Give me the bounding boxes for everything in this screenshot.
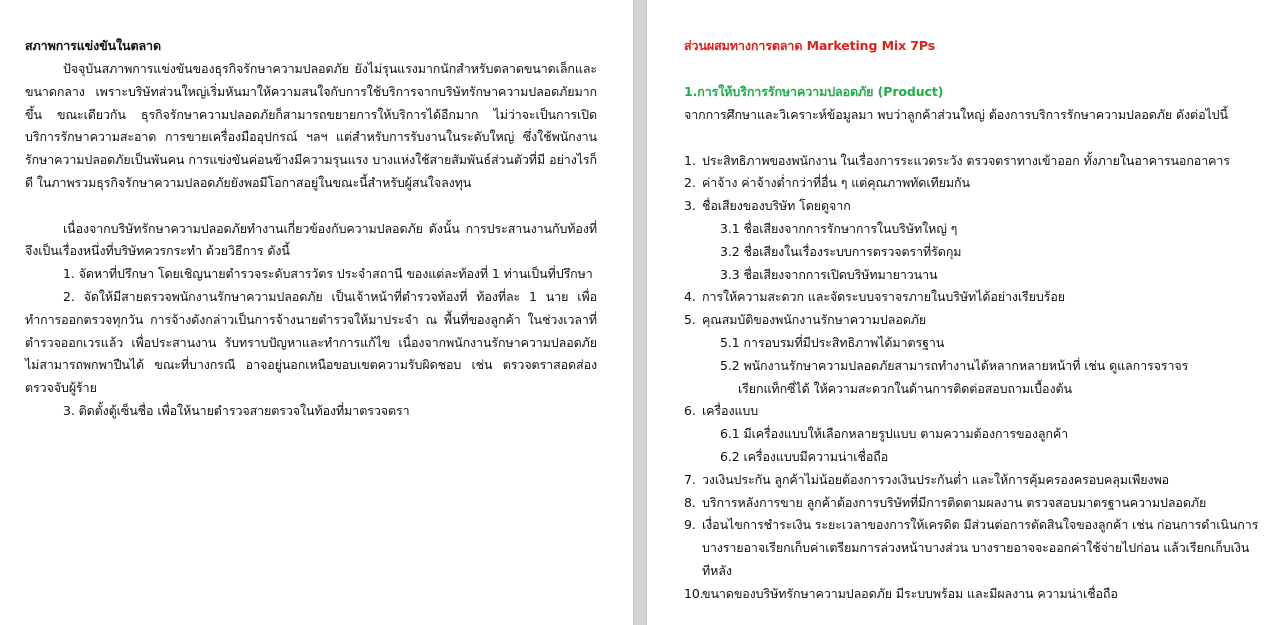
paragraph-spacer <box>25 195 597 218</box>
sub-item: 3.1 ชื่อเสียงจากการรักษาการในบริษัทใหญ่ ๆ <box>720 220 958 236</box>
list-number: 9. <box>684 517 696 533</box>
list-item-text: การให้ความสะดวก และจัดระบบจราจรภายในบริษัทได้อย่างเรียบร้อย <box>702 289 1065 305</box>
list-item-text: เครื่องแบบ <box>702 403 759 419</box>
list-number: 1. <box>684 152 696 168</box>
list-number: 3. <box>684 198 696 214</box>
list-item <box>684 469 1264 492</box>
list-item-text: ค่าจ้าง ค่าจ้างต่ำกว่าที่อื่น ๆ แต่คุณภาพทัดเทียมกัน <box>702 175 970 191</box>
list-item-patrol: 2. จัดให้มีสายตรวจพนักงานรักษาความปลอดภัย เป็นเจ้าหน้าที่ตำรวจท้องที่ ท้องที่ละ 1 นาย เพื่อทำการออกตรวจทุกวัน การจ้างดังกล่าวเป็นการจ้างนายตำรวจให้มาประจำ ณ พื้นที่ของลูกค้า ในช่วงเวลาที่ตำรวจออกเวรแล้ว เพื่อประสานงาน รับทราบปัญหาและทำการแก้ไข เนื่องจากพนักงานรักษาความปลอดภัยไม่สามารถพกพาปืนได้ ขณะที่บางกรณี อาจอยู่นอกเหนือขอบเขตความรับผิดชอบ เช่น ตรวจตราสอดส่อง ตรวจจับผู้ร้าย <box>25 288 597 396</box>
page-gutter <box>633 0 647 625</box>
list-item-text: ชื่อเสียงของบริษัท โดยดูจาก <box>702 198 851 214</box>
list-number: 7. <box>684 471 696 487</box>
list-item <box>684 286 1264 309</box>
page-right <box>647 0 1288 625</box>
list-item-text: คุณสมบัติของพนักงานรักษาความปลอดภัย <box>702 312 927 328</box>
list-item <box>684 514 1264 582</box>
list-number: 8. <box>684 494 696 510</box>
subheading-product: 1.การให้บริการรักษาความปลอดภัย (Product) <box>684 84 944 99</box>
page-left-content <box>25 34 597 423</box>
sub-item: 6.2 เครื่องแบบมีความน่าเชื่อถือ <box>720 448 889 464</box>
list-item-text: ประสิทธิภาพของพนักงาน ในเรื่องการระแวดระวัง ตรวจตราทางเข้าออก ทั้งภายในอาคารนอกอาคาร <box>702 152 1230 168</box>
section-heading-competition: สภาพการแข่งขันในตลาด <box>25 38 161 53</box>
list-number: 4. <box>684 289 696 305</box>
list-item-signbox: 3. ติดตั้งตู้เซ็นชื่อ เพื่อให้นายตำรวจสายตรวจในท้องที่มาตรวจตรา <box>63 402 410 418</box>
list-number: 6. <box>684 403 696 419</box>
list-item-text: เงื่อนไขการชำระเงิน ระยะเวลาของการให้เครดิต มีส่วนต่อการตัดสินใจของลูกค้า เช่น ก่อนการดำเนินการ บางรายอาจเรียกเก็บค่าเตรียมการล่วงหน้าบางส่วน บางรายอาจจะออกค่าใช้จ่ายไปก่อน แล้วเรียกเก็บเงินทีหลัง <box>702 517 1259 578</box>
sub-item: 6.1 มีเครื่องแบบให้เลือกหลายรูปแบบ ตามความต้องการของลูกค้า <box>720 426 1069 442</box>
list-item-text: วงเงินประกัน ลูกค้าไม่น้อยต้องการวงเงินประกันต่ำ และให้การคุ้มครองครอบคลุมเพียงพอ <box>702 471 1169 487</box>
sub-item: 3.2 ชื่อเสียงในเรื่องระบบการตรวจตราที่รัดกุม <box>720 243 962 259</box>
intro-paragraph: จากการศึกษาและวิเคราะห์ข้อมูลมา พบว่าลูกค้าส่วนใหญ่ ต้องการบริการรักษาความปลอดภัย ดังต่อไปนี้ <box>684 107 1228 122</box>
list-item-text: ขนาดของบริษัทรักษาความปลอดภัย มีระบบพร้อม และมีผลงาน ความน่าเชื่อถือ <box>702 585 1118 601</box>
section-heading-marketing-mix: ส่วนผสมทางการตลาด Marketing Mix 7Ps <box>684 38 936 53</box>
list-number: 2. <box>684 175 696 191</box>
list-item <box>684 400 1264 468</box>
page-right-content <box>684 34 1264 606</box>
requirements-list <box>684 150 1264 606</box>
list-item <box>684 492 1264 515</box>
list-number: 10. <box>684 585 704 601</box>
sub-item: 5.1 การอบรมที่มีประสิทธิภาพได้มาตรฐาน <box>720 334 945 350</box>
paragraph-spacer <box>684 127 1264 150</box>
list-item <box>684 583 1264 606</box>
sub-item: 5.2 พนักงานรักษาความปลอดภัยสามารถทำงานได้หลากหลายหน้าที่ เช่น ดูแลการจราจร <box>720 357 1189 373</box>
sub-item-continuation: เรียกแท็กซี่ได้ ให้ความสะดวกในด้านการติดต่อสอบถามเบื้องต้น <box>738 380 1072 396</box>
page-left <box>0 0 633 625</box>
paragraph-coordination: เนื่องจากบริษัทรักษาความปลอดภัยทำงานเกี่ยวข้องกับความปลอดภัย ดังนั้น การประสานงานกับท้องที่จึงเป็นเรื่องหนึ่งที่บริษัทควรกระทำ ด้วยวิธีการ ดังนี้ <box>25 220 597 259</box>
list-number: 5. <box>684 312 696 328</box>
list-item-text: บริการหลังการขาย ลูกค้าต้องการบริษัทที่มีการติดตามผลงาน ตรวจสอบมาตรฐานความปลอดภัย <box>702 494 1207 510</box>
sub-item: 3.3 ชื่อเสียงจากการเปิดบริษัทมายาวนาน <box>720 266 938 282</box>
list-item-advisor: 1. จัดหาที่ปรึกษา โดยเชิญนายตำรวจระดับสารวัตร ประจำสถานี ของแต่ละท้องที่ 1 ท่านเป็นที่ปรึกษา <box>63 266 593 282</box>
list-item <box>684 172 1264 195</box>
list-item <box>684 309 1264 400</box>
paragraph-competition: ปัจจุบันสภาพการแข่งขันของธุรกิจรักษาความปลอดภัย ยังไม่รุนแรงมากนักสำหรับตลาดขนาดเล็กและขนาดกลาง เพราะบริษัทส่วนใหญ่เริ่มหันมาให้ความสนใจกับการใช้บริการจากบริษัทรักษาความปลอดภัยมากขึ้น ขณะเดียวกัน ธุรกิจรักษาความปลอดภัยก็สามารถขยายการให้บริการได้อีกมาก ไม่ว่าจะเป็นการเปิดบริการรักษาความสะอาด การขายเครื่องมืออุปกรณ์ ฯลฯ แต่สำหรับการรับงานในระดับใหญ่ ซึ่งใช้พนักงานรักษาความปลอดภัยเป็นพันคน การแข่งขันค่อนข้างมีความรุนแรง บางแห่งใช้สายสัมพันธ์ส่วนตัวที่มี อย่างไรก็ดี ในภาพรวมธุรกิจรักษาความปลอดภัยยังพอมีโอกาสอยู่ในขณะนี้สำหรับผู้สนใจลงทุน <box>25 61 597 190</box>
list-item <box>684 195 1264 286</box>
list-item <box>684 150 1264 173</box>
